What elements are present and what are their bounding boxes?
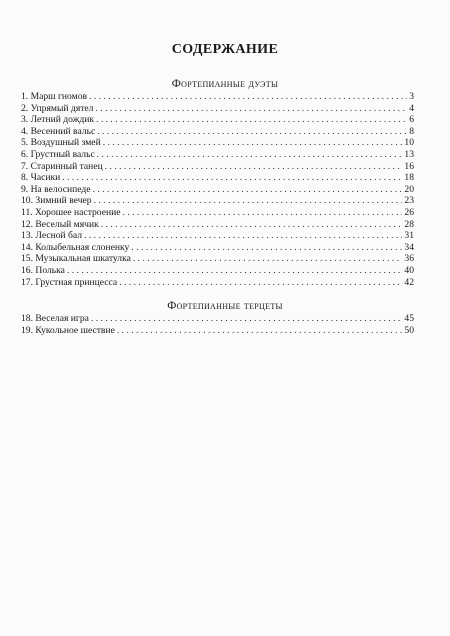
toc-dot-leader <box>103 137 403 149</box>
toc-entry <box>21 313 414 325</box>
toc-entry <box>21 242 414 254</box>
toc-entry-page-number: 18 <box>404 172 414 184</box>
toc-entry <box>21 149 414 161</box>
toc-dot-leader <box>67 265 402 277</box>
toc-entry-page-number: 10 <box>404 137 414 149</box>
toc-entry-page-number: 26 <box>404 206 414 218</box>
toc-entry <box>21 253 414 265</box>
toc-entry-title: 9. На велосипеде <box>21 183 91 195</box>
toc-entry-title: 12. Веселый мячик <box>21 218 99 230</box>
toc-dot-leader <box>91 313 403 325</box>
toc-dot-leader <box>93 184 403 196</box>
toc-entry <box>21 230 414 242</box>
toc-entry-page-number: 28 <box>404 218 414 230</box>
toc-entry-page-number: 8 <box>409 125 414 137</box>
toc-entry <box>21 114 414 126</box>
toc-entry-title: 18. Веселая игра <box>21 313 89 324</box>
toc-entry-page-number: 6 <box>409 114 414 126</box>
toc-dot-leader <box>117 325 403 337</box>
toc-entry-title: 7. Старинный танец <box>21 160 103 172</box>
toc-entry <box>21 207 414 219</box>
toc-entry-title: 2. Упрямый дятел <box>21 102 94 114</box>
toc-entry <box>21 265 414 277</box>
page-title: СОДЕРЖАНИЕ <box>171 42 279 57</box>
toc-entry-page-number: 23 <box>404 195 414 207</box>
toc-dot-leader <box>101 219 403 231</box>
toc-dot-leader <box>119 277 402 289</box>
toc-entry <box>21 172 414 184</box>
toc-entry-title: 17. Грустная принцесса <box>21 276 118 288</box>
toc-entry-page-number: 45 <box>404 313 414 324</box>
toc-entry-title: 15. Музыкальная шкатулка <box>21 253 131 265</box>
toc-dot-leader <box>133 253 403 265</box>
toc-dot-leader <box>96 114 407 126</box>
toc-entry <box>21 137 414 149</box>
toc-entry-title: 6. Грустный вальс <box>21 148 95 160</box>
toc-entry-page-number: 13 <box>404 148 414 160</box>
toc-entry <box>21 277 414 289</box>
toc-dot-leader <box>105 161 403 173</box>
toc-entry <box>21 325 414 337</box>
toc-entry-page-number: 31 <box>404 230 414 242</box>
toc-entry-title: 5. Воздушный змей <box>21 137 101 149</box>
toc-dot-leader <box>84 230 402 242</box>
toc-dot-leader <box>94 195 403 207</box>
toc-entry-title: 10. Зимний вечер <box>21 195 92 207</box>
toc-dot-leader <box>89 91 407 103</box>
toc-entry-title: 16. Полька <box>21 264 65 276</box>
toc-entry-page-number: 50 <box>404 324 414 336</box>
toc-entry-page-number: 40 <box>404 264 414 276</box>
toc-entry-title: 3. Летний дождик <box>21 114 95 126</box>
toc-entry <box>21 184 414 196</box>
toc-dot-leader <box>97 149 403 161</box>
toc-entry-page-number: 16 <box>404 160 414 172</box>
toc-entry <box>21 161 414 173</box>
toc-entry-page-number: 4 <box>409 102 414 114</box>
toc-dot-leader <box>131 242 402 254</box>
toc-dot-leader <box>95 103 407 115</box>
section-heading-duets: Фортепианные дуэты <box>171 78 279 90</box>
toc-entry-title: 11. Хорошее настроение <box>21 206 121 218</box>
toc-entry <box>21 219 414 231</box>
toc-entry-page-number: 42 <box>404 276 414 288</box>
toc-entry <box>21 126 414 138</box>
toc-entry-title: 8. Часики <box>21 172 61 184</box>
toc-entry <box>21 103 414 115</box>
toc-list-trios <box>21 313 414 336</box>
section-heading-trios: Фортепианные терцеты <box>167 300 283 312</box>
toc-entry-page-number: 36 <box>404 253 414 265</box>
toc-dot-leader <box>97 126 407 138</box>
toc-entry-title: 19. Кукольное шествие <box>21 324 115 336</box>
toc-entry-page-number: 20 <box>404 183 414 195</box>
toc-entry-title: 14. Колыбельная слоненку <box>21 241 130 253</box>
toc-list-duets <box>21 91 414 288</box>
toc-entry-page-number: 3 <box>409 91 414 102</box>
toc-entry-title: 13. Лесной бал <box>21 230 83 242</box>
toc-entry <box>21 91 414 103</box>
toc-entry-title: 1. Марш гномов <box>21 91 88 102</box>
toc-entry-page-number: 34 <box>404 241 414 253</box>
toc-entry-title: 4. Весенний вальс <box>21 125 96 137</box>
toc-entry <box>21 195 414 207</box>
toc-dot-leader <box>62 172 402 184</box>
toc-dot-leader <box>123 207 403 219</box>
